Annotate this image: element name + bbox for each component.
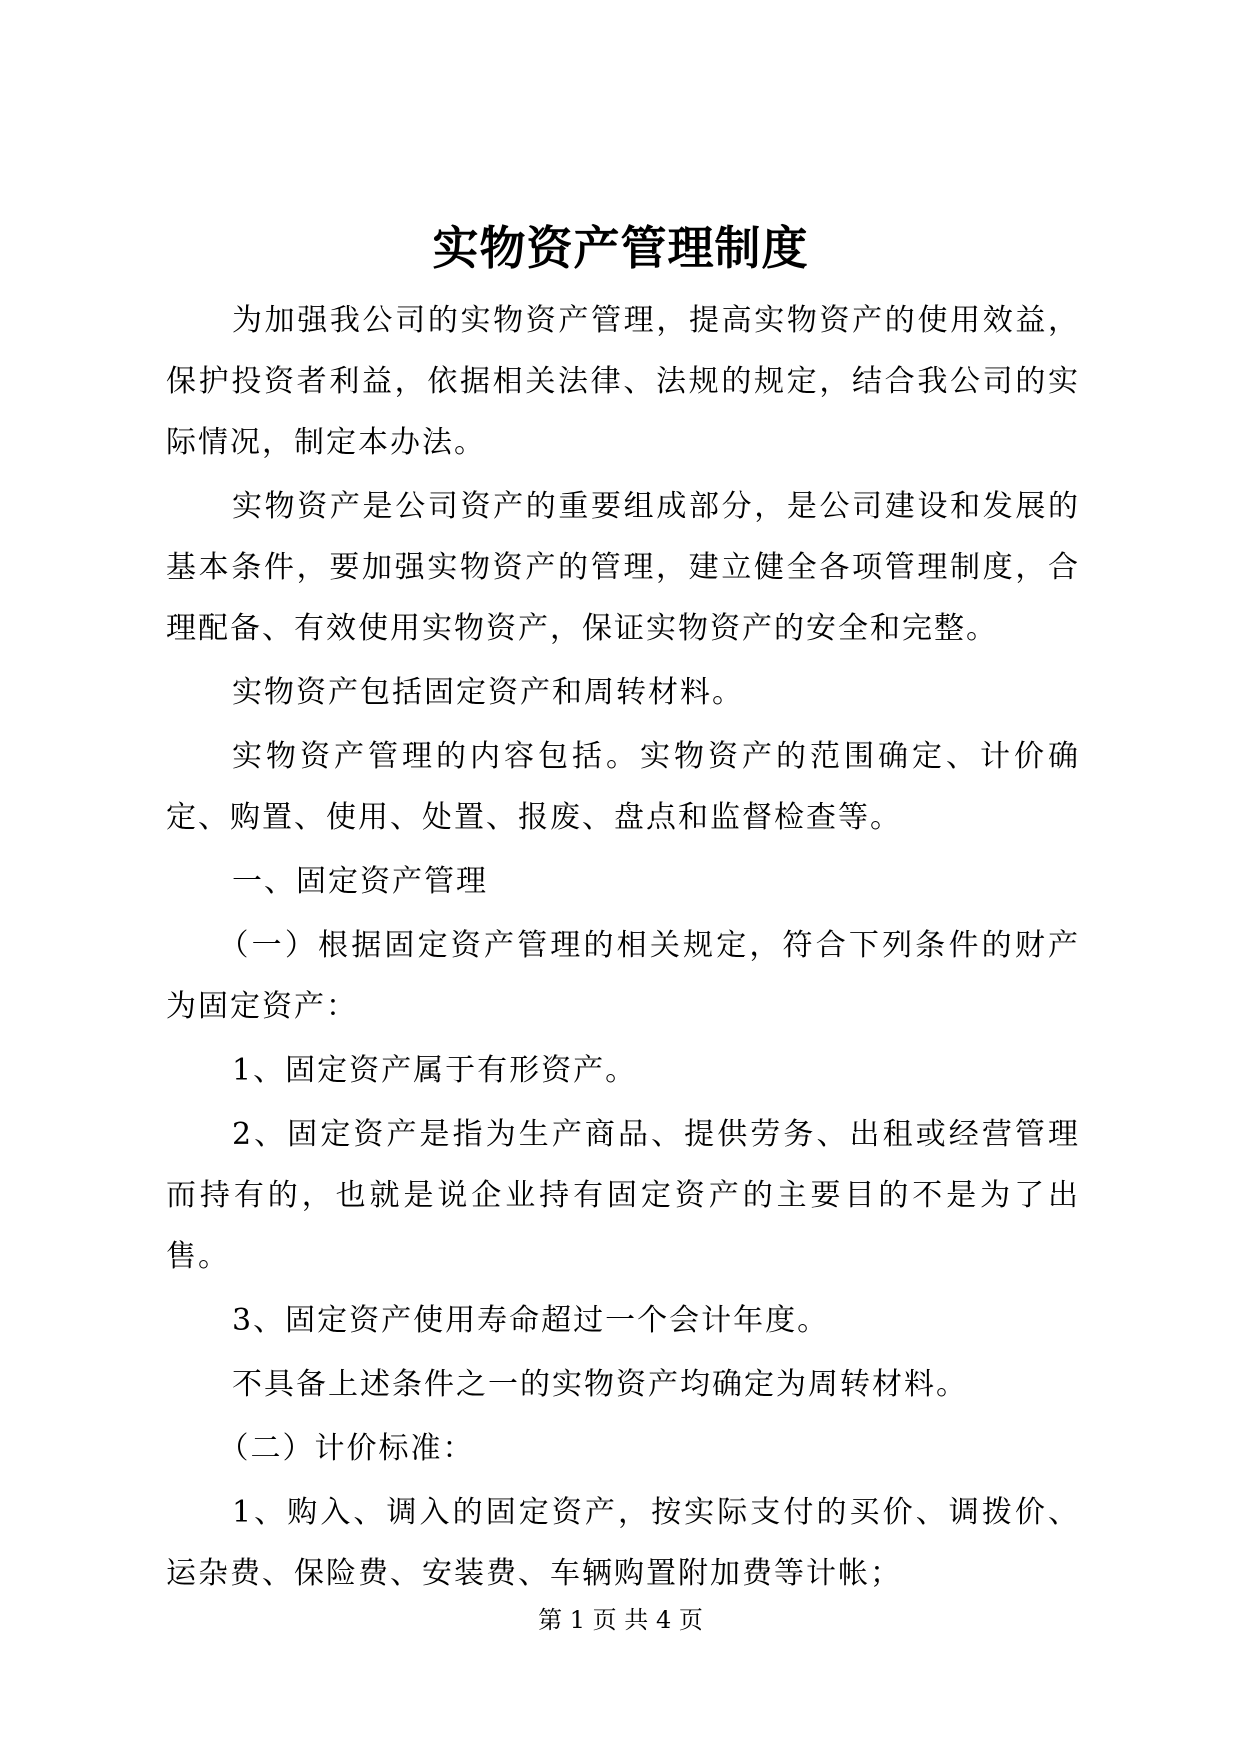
paragraph-importance: 实物资产是公司资产的重要组成部分，是公司建设和发展的基本条件，要加强实物资产的管理，建立健全各项管理制度，合理配备、有效使用实物资产，保证实物资产的安全和完整。: [166, 489, 1080, 646]
paragraph-purpose: 为加强我公司的实物资产管理，提高实物资产的使用效益，保护投资者利益，依据相关法律、法规的规定，结合我公司的实际情况，制定本办法。: [166, 303, 1080, 460]
condition-item-2: 2、固定资产是指为生产商品、提供劳务、出租或经营管理而持有的，也就是说企业持有固定资产的主要目的不是为了出售。: [166, 1117, 1080, 1274]
section-heading-fixed-assets: 一、固定资产管理: [232, 864, 488, 899]
paragraph-management-content: 实物资产管理的内容包括。实物资产的范围确定、计价确定、购置、使用、处置、报废、盘点和监督检查等。: [166, 739, 1080, 835]
paragraph-scope: 实物资产包括固定资产和周转材料。: [232, 675, 744, 710]
paragraph-turnover-materials: 不具备上述条件之一的实物资产均确定为周转材料。: [232, 1367, 968, 1402]
condition-item-3: 3、固定资产使用寿命超过一个会计年度。: [232, 1303, 830, 1338]
valuation-item-1: 1、购入、调入的固定资产，按实际支付的买价、调拨价、运杂费、保险费、安装费、车辆购置附加费等计帐；: [166, 1495, 1080, 1591]
subsection-valuation: （二）计价标准：: [218, 1431, 475, 1466]
document-body: [166, 290, 1080, 1604]
subsection-conditions: （一）根据固定资产管理的相关规定，符合下列条件的财产为固定资产：: [166, 928, 1080, 1024]
document-title: 实物资产管理制度: [432, 221, 809, 275]
page-footer: 第 1 页 共 4 页: [538, 1606, 703, 1634]
condition-item-1: 1、固定资产属于有形资产。: [232, 1053, 638, 1088]
